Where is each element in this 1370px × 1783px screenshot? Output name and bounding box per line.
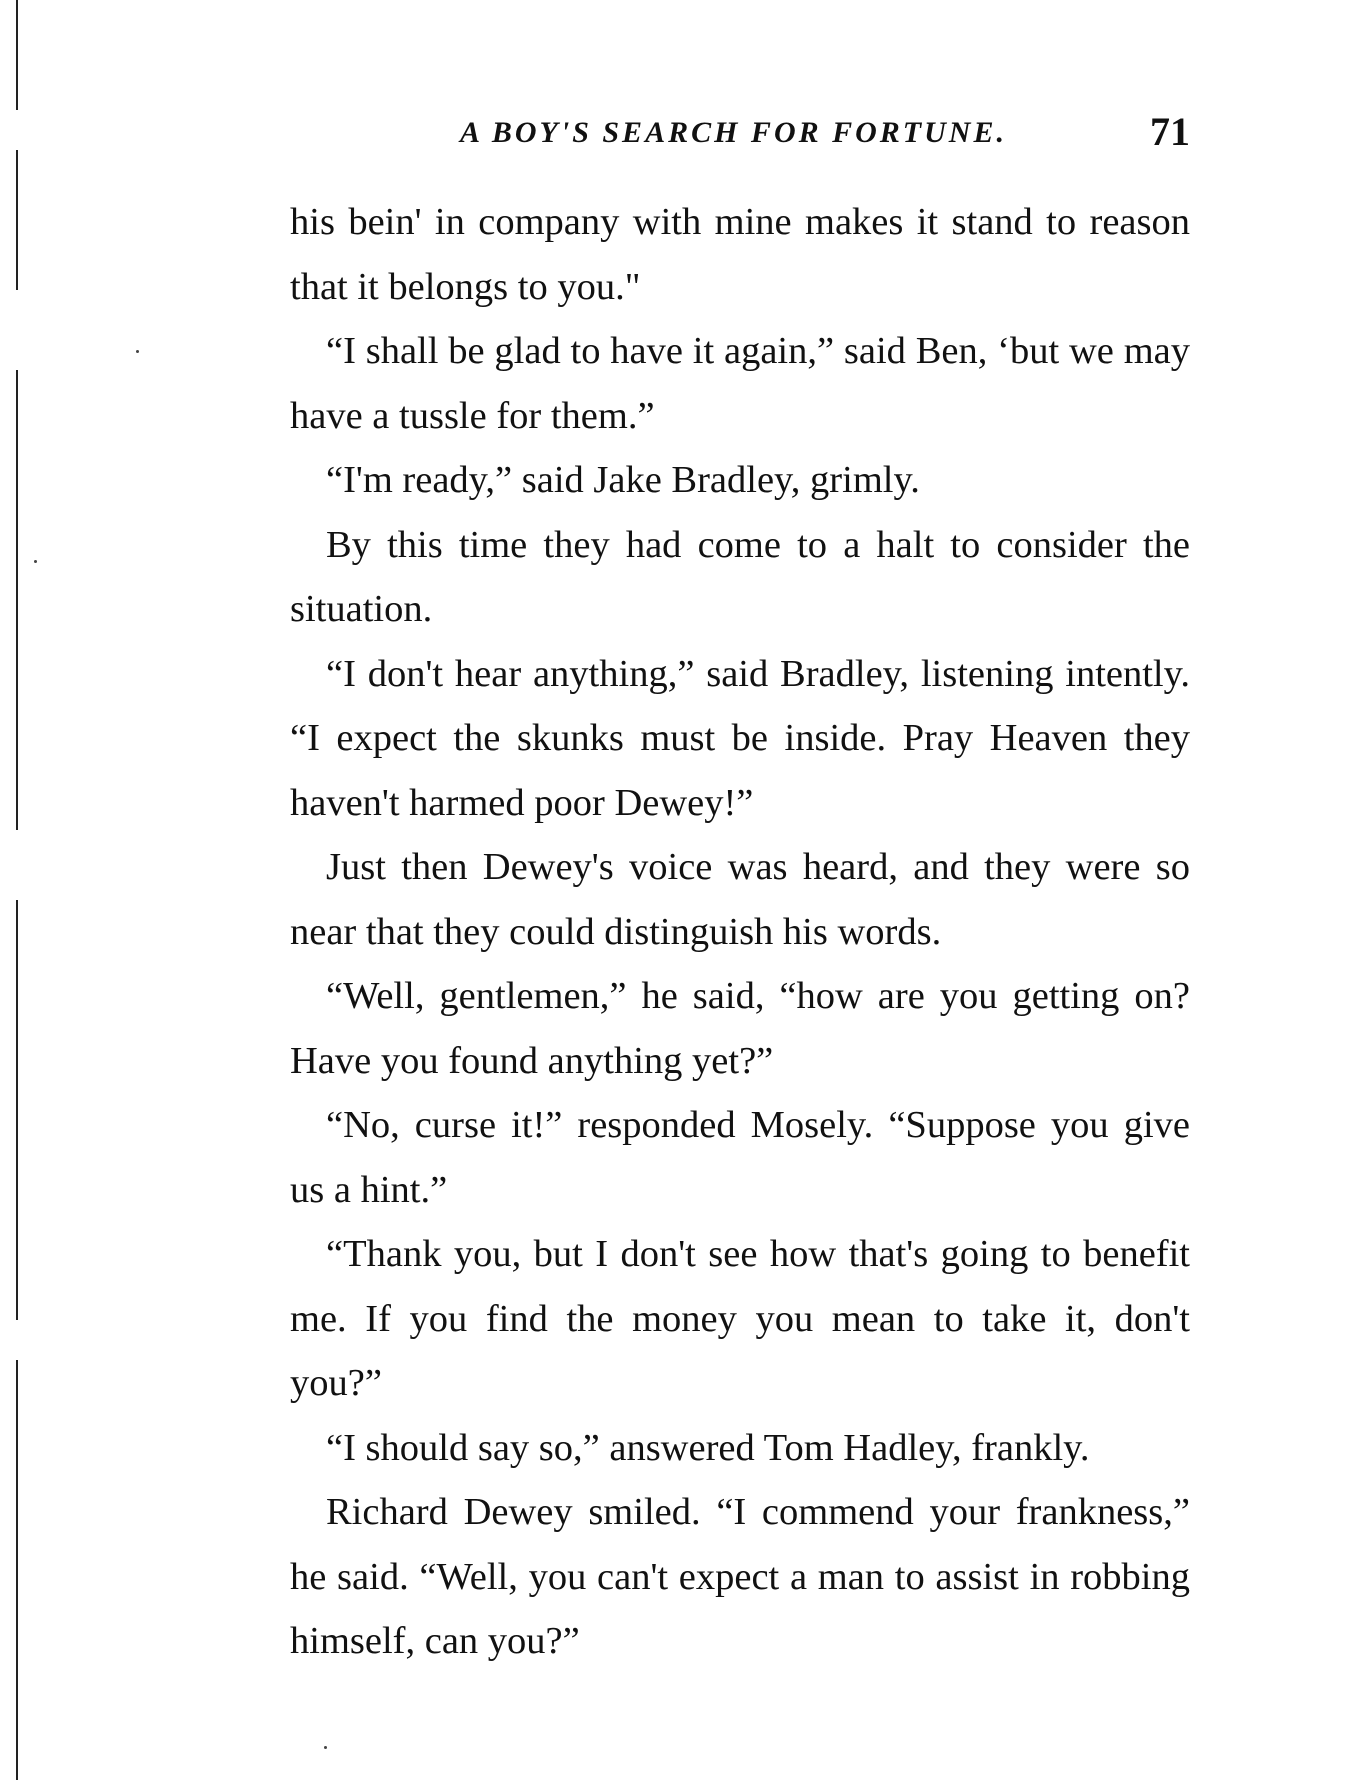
scan-edge-mark: [16, 370, 18, 830]
running-title: A BOY'S SEARCH FOR FORTUNE.: [460, 116, 1007, 149]
scan-speck: [324, 1746, 327, 1749]
paragraph: “Thank you, but I don't see how that's going to benefit me. If you find the money you mean to take it, don't you?”: [290, 1233, 1190, 1404]
paragraph: “I don't hear anything,” said Bradley, listening intently. “I expect the skunks must be inside. Pray Heaven they haven't harmed poor Dewey!”: [290, 652, 1190, 824]
paragraph: Richard Dewey smiled. “I commend your frankness,” he said. “Well, you can't expect a man to assist in robbing himself, can you?”: [290, 1491, 1190, 1662]
scan-speck: [34, 560, 37, 563]
paragraph: “Well, gentlemen,” he said, “how are you getting on? Have you found anything yet?”: [290, 975, 1190, 1082]
page-number: 71: [1150, 109, 1190, 154]
scan-edge-mark: [16, 150, 18, 290]
paragraph: “I should say so,” answered Tom Hadley, frankly.: [326, 1426, 1090, 1469]
paragraph: Just then Dewey's voice was heard, and they were so near that they could distinguish his words.: [290, 846, 1190, 953]
body-text: [290, 190, 1190, 1674]
page-header: [460, 108, 1190, 158]
scan-edge-mark: [16, 0, 18, 110]
paragraph: “I shall be glad to have it again,” said Ben, ‘but we may have a tussle for them.”: [290, 330, 1190, 437]
paragraph: By this time they had come to a halt to consider the situation.: [290, 523, 1190, 630]
scan-edge-mark: [16, 900, 18, 1320]
paragraph: “I'm ready,” said Jake Bradley, grimly.: [326, 459, 920, 501]
paragraph: “No, curse it!” responded Mosely. “Suppose you give us a hint.”: [290, 1104, 1190, 1211]
scan-edge-mark: [16, 1360, 18, 1780]
paragraph: his bein' in company with mine makes it stand to reason that it belongs to you.": [290, 201, 1190, 308]
scan-speck: [136, 350, 139, 353]
